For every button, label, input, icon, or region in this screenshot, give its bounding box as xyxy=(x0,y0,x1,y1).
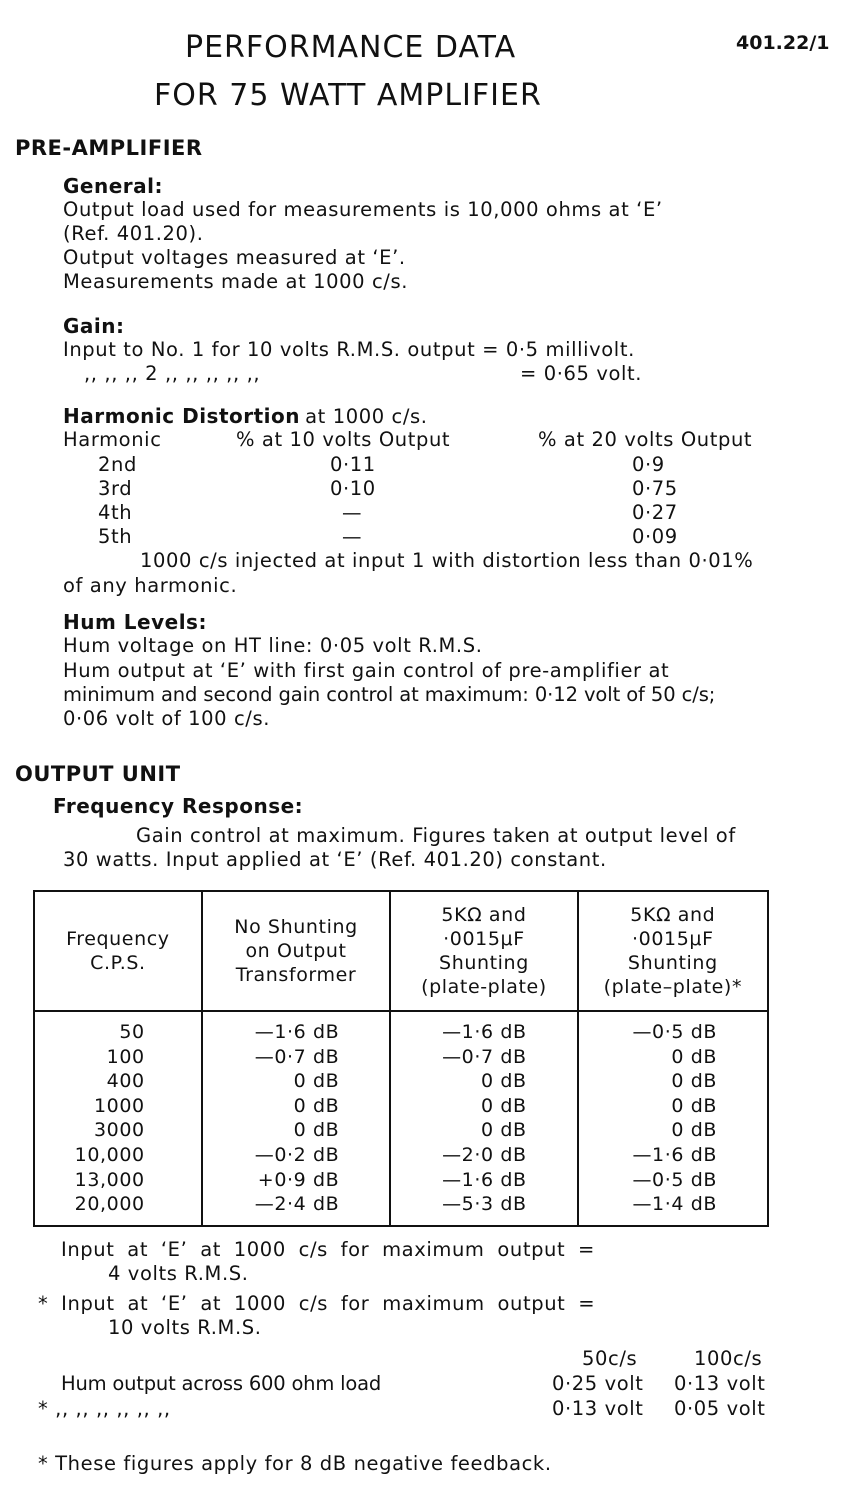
harmonic-distortion-title: Harmonic Distortion xyxy=(63,404,301,428)
hum-row-2-100: 0·05 volt xyxy=(674,1397,766,1420)
header-shunting-feedback xyxy=(578,891,768,1011)
harmonic-row-label: 4th xyxy=(98,501,133,524)
document-number: 401.22/1 xyxy=(736,32,830,54)
hum-row-1-50: 0·25 volt xyxy=(552,1372,644,1395)
frequency-cell: 400 xyxy=(34,1069,202,1094)
table-row xyxy=(34,1011,768,1045)
harmonic-row-label: 5th xyxy=(98,525,133,548)
header-line: (plate-plate) xyxy=(421,976,547,998)
no-shunting-cell: 0 dB xyxy=(202,1118,391,1143)
header-line: Shunting xyxy=(439,952,529,974)
shunting-feedback-cell: 0 dB xyxy=(578,1094,768,1119)
shunting-cell: 0 dB xyxy=(390,1118,577,1143)
harmonic-row-at20: 0·75 xyxy=(632,477,678,500)
header-line: (plate–plate)* xyxy=(603,976,743,998)
table-row xyxy=(34,1069,768,1094)
max-output-line-2: * Input at ‘E’ at 1000 c/s for maximum output = xyxy=(38,1292,596,1315)
no-shunting-cell: 0 dB xyxy=(202,1069,391,1094)
table-header-row xyxy=(34,891,768,1011)
title-line-2: FOR 75 WATT AMPLIFIER xyxy=(154,78,542,113)
harmonic-row-at20: 0·09 xyxy=(632,525,678,548)
table-row xyxy=(34,1168,768,1193)
title-line-1: PERFORMANCE DATA xyxy=(185,30,517,65)
table-row xyxy=(34,1192,768,1226)
hum-row-2-50: 0·13 volt xyxy=(552,1397,644,1420)
gain-line-2-value: = 0·65 volt. xyxy=(520,362,643,385)
harmonic-row-at10: — xyxy=(342,501,363,524)
hum-levels-line-3: minimum and second gain control at maximum: 0·12 volt of 50 c/s; xyxy=(63,683,716,706)
shunting-feedback-cell: —0·5 dB xyxy=(578,1168,768,1193)
harmonic-distortion-heading xyxy=(63,404,428,428)
shunting-feedback-cell: 0 dB xyxy=(578,1069,768,1094)
table-row xyxy=(34,1118,768,1143)
frequency-cell: 100 xyxy=(34,1045,202,1070)
shunting-feedback-cell: —1·6 dB xyxy=(578,1143,768,1168)
table-row xyxy=(34,1045,768,1070)
shunting-feedback-cell: —0·5 dB xyxy=(578,1011,768,1045)
general-line-2: (Ref. 401.20). xyxy=(63,222,204,245)
frequency-cell: 13,000 xyxy=(34,1168,202,1193)
frequency-cell: 3000 xyxy=(34,1118,202,1143)
at10-column-header: % at 10 volts Output xyxy=(236,428,451,451)
no-shunting-cell: —1·6 dB xyxy=(202,1011,391,1045)
general-line-4: Measurements made at 1000 c/s. xyxy=(63,270,409,293)
harmonic-distortion-suffix: at 1000 c/s. xyxy=(305,405,428,428)
general-line-3: Output voltages measured at ‘E’. xyxy=(63,246,406,269)
general-heading: General: xyxy=(63,174,163,198)
frequency-intro-line-2: 30 watts. Input applied at ‘E’ (Ref. 401.20) constant. xyxy=(63,848,607,871)
harmonic-row-at10: 0·10 xyxy=(330,477,376,500)
gain-line-2-ditto: ,, ,, ,, 2 ,, ,, ,, ,, ,, xyxy=(84,362,261,385)
harmonic-row-label: 2nd xyxy=(98,453,137,476)
no-shunting-cell: —0·7 dB xyxy=(202,1045,391,1070)
distortion-note-line-2: of any harmonic. xyxy=(63,574,238,597)
header-line: Shunting xyxy=(627,952,718,974)
hum-col-100-header: 100c/s xyxy=(694,1347,763,1370)
footnote: * These figures apply for 8 dB negative feedback. xyxy=(38,1452,552,1475)
pre-amplifier-heading: PRE-AMPLIFIER xyxy=(15,136,203,160)
harmonic-column-header: Harmonic xyxy=(63,428,162,451)
header-line: No Shunting xyxy=(234,916,358,938)
header-line: on Output xyxy=(245,940,347,962)
output-unit-heading: OUTPUT UNIT xyxy=(15,762,181,786)
hum-levels-line-4: 0·06 volt of 100 c/s. xyxy=(63,707,271,730)
shunting-cell: —1·6 dB xyxy=(390,1168,577,1193)
shunting-cell: —0·7 dB xyxy=(390,1045,577,1070)
header-line: ·0015μF xyxy=(632,928,714,950)
frequency-response-heading: Frequency Response: xyxy=(53,794,304,818)
header-frequency xyxy=(34,891,202,1011)
harmonic-row-at10: — xyxy=(342,525,363,548)
frequency-intro-line-1: Gain control at maximum. Figures taken at output level of xyxy=(136,824,736,847)
no-shunting-cell: +0·9 dB xyxy=(202,1168,391,1193)
header-line: 5KΩ and xyxy=(441,904,527,926)
frequency-cell: 10,000 xyxy=(34,1143,202,1168)
harmonic-row-label: 3rd xyxy=(98,477,133,500)
general-line-1: Output load used for measurements is 10,000 ohms at ‘E’ xyxy=(63,198,663,221)
hum-col-50-header: 50c/s xyxy=(582,1347,638,1370)
no-shunting-cell: —0·2 dB xyxy=(202,1143,391,1168)
hum-levels-line-1: Hum voltage on HT line: 0·05 volt R.M.S. xyxy=(63,634,483,657)
header-line: Transformer xyxy=(235,964,357,986)
hum-levels-line-2: Hum output at ‘E’ with first gain control of pre-amplifier at xyxy=(63,659,670,682)
header-line: 5KΩ and xyxy=(630,904,716,926)
gain-line-1: Input to No. 1 for 10 volts R.M.S. output = 0·5 millivolt. xyxy=(63,338,635,361)
shunting-feedback-cell: 0 dB xyxy=(578,1118,768,1143)
header-no-shunting xyxy=(202,891,391,1011)
distortion-note-line-1: 1000 c/s injected at input 1 with distortion less than 0·01% xyxy=(140,549,754,572)
table-row xyxy=(34,1143,768,1168)
shunting-cell: 0 dB xyxy=(390,1094,577,1119)
shunting-feedback-cell: 0 dB xyxy=(578,1045,768,1070)
frequency-cell: 50 xyxy=(34,1011,202,1045)
max-output-line-1-cont: 4 volts R.M.S. xyxy=(108,1262,249,1285)
no-shunting-cell: 0 dB xyxy=(202,1094,391,1119)
shunting-cell: —1·6 dB xyxy=(390,1011,577,1045)
header-line: Frequency xyxy=(66,928,170,950)
header-line: C.P.S. xyxy=(90,952,146,974)
harmonic-row-at10: 0·11 xyxy=(330,453,376,476)
header-shunting xyxy=(390,891,577,1011)
table-row xyxy=(34,1094,768,1119)
frequency-cell: 20,000 xyxy=(34,1192,202,1226)
shunting-feedback-cell: —1·4 dB xyxy=(578,1192,768,1226)
harmonic-row-at20: 0·27 xyxy=(632,501,678,524)
shunting-cell: 0 dB xyxy=(390,1069,577,1094)
hum-row-1-100: 0·13 volt xyxy=(674,1372,766,1395)
hum-levels-heading: Hum Levels: xyxy=(63,610,207,634)
hum-row-1-label: Hum output across 600 ohm load xyxy=(61,1372,382,1395)
max-output-line-1: Input at ‘E’ at 1000 c/s for maximum output = xyxy=(61,1238,595,1261)
header-line: ·0015μF xyxy=(443,928,525,950)
max-output-line-2-cont: 10 volts R.M.S. xyxy=(108,1316,262,1339)
frequency-response-table xyxy=(33,890,769,1227)
shunting-cell: —2·0 dB xyxy=(390,1143,577,1168)
frequency-cell: 1000 xyxy=(34,1094,202,1119)
no-shunting-cell: —2·4 dB xyxy=(202,1192,391,1226)
harmonic-row-at20: 0·9 xyxy=(632,453,665,476)
gain-heading: Gain: xyxy=(63,314,125,338)
shunting-cell: —5·3 dB xyxy=(390,1192,577,1226)
hum-row-2-label: * ,, ,, ,, ,, ,, ,, xyxy=(38,1397,171,1420)
at20-column-header: % at 20 volts Output xyxy=(538,428,753,451)
